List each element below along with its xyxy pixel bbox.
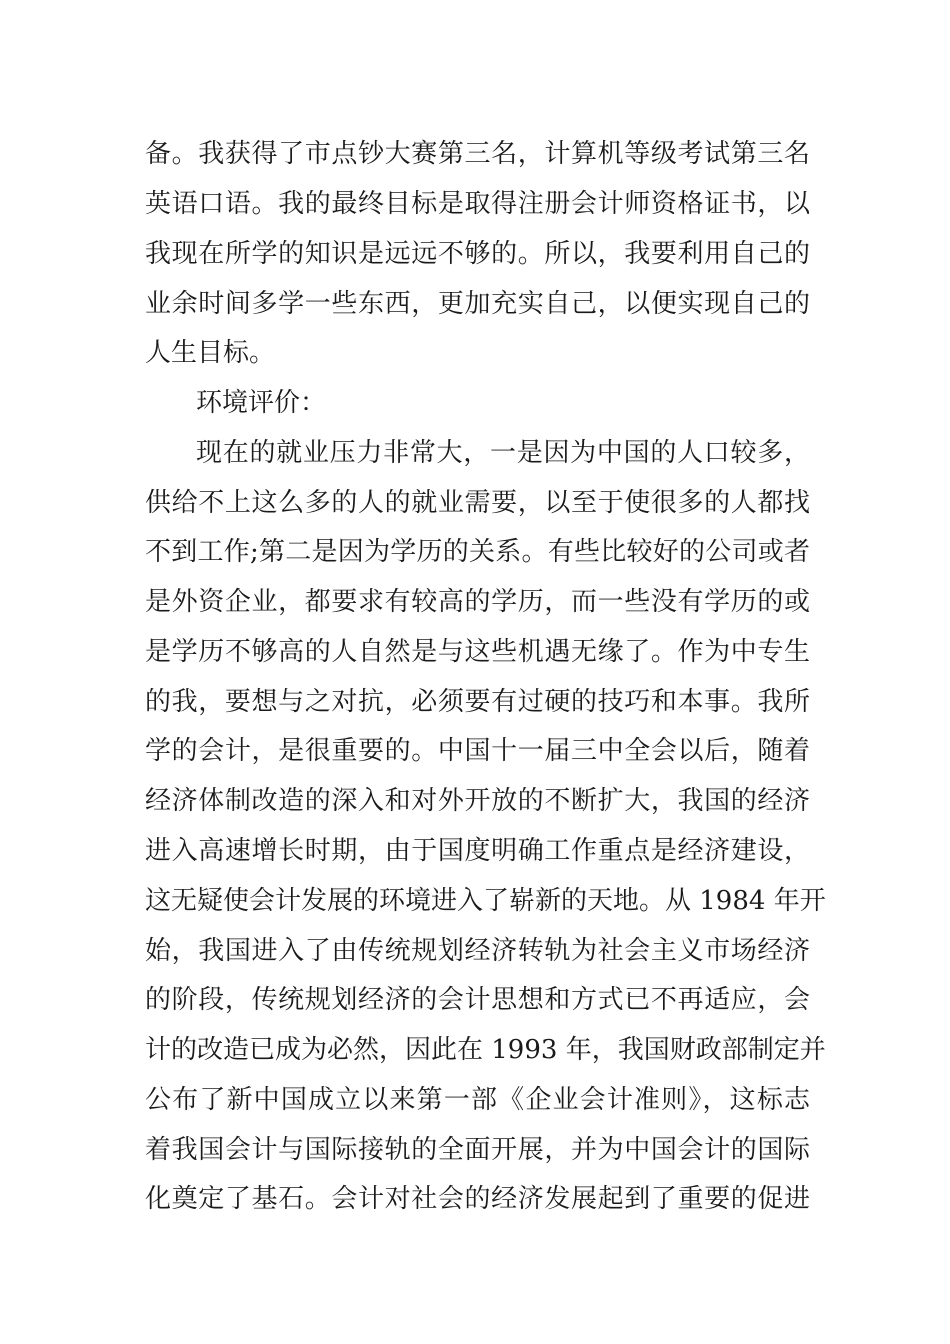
text-line: 的阶段，传统规划经济的会计思想和方式已不再适应，会 [145,985,810,1015]
text-line: 经济体制改造的深入和对外开放的不断扩大，我国的经济 [145,786,810,816]
text-line: 这无疑使会计发展的环境进入了崭新的天地。从 1984 年开 [145,886,826,916]
text-line: 是学历不够高的人自然是与这些机遇无缘了。作为中专生 [145,637,810,667]
text-line: 的我，要想与之对抗，必须要有过硬的技巧和本事。我所 [145,687,810,717]
text-line: 着我国会计与国际接轨的全面开展，并为中国会计的国际 [145,1135,810,1165]
text-line: 计的改造已成为必然，因此在 1993 年，我国财政部制定并 [145,1035,826,1065]
text-line: 是外资企业，都要求有较高的学历，而一些没有学历的或 [145,587,810,617]
text-line: 学的会计，是很重要的。中国十一届三中全会以后，随着 [145,736,810,766]
paragraph-first-line: 现在的就业压力非常大，一是因为中国的人口较多， [196,438,810,468]
text-line: 人生目标。 [145,338,276,368]
text-line: 始，我国进入了由传统规划经济转轨为社会主义市场经济 [145,936,810,966]
text-line: 化奠定了基石。会计对社会的经济发展起到了重要的促进 [145,1184,810,1214]
text-line: 我现在所学的知识是远远不够的。所以，我要利用自己的 [145,239,810,269]
text-line: 业余时间多学一些东西，更加充实自己，以便实现自己的 [145,289,810,319]
text-line: 不到工作;第二是因为学历的关系。有些比较好的公司或者 [145,537,810,567]
text-line: 供给不上这么多的人的就业需要，以至于使很多的人都找 [145,488,810,518]
text-line: 英语口语。我的最终目标是取得注册会计师资格证书，以 [145,189,810,219]
text-line: 公布了新中国成立以来第一部《企业会计准则》，这标志 [145,1085,810,1115]
text-line: 备。我获得了市点钞大赛第三名，计算机等级考试第三名 [145,139,810,169]
section-heading: 环境评价： [196,388,327,418]
text-line: 进入高速增长时期，由于国度明确工作重点是经济建设， [145,836,810,866]
